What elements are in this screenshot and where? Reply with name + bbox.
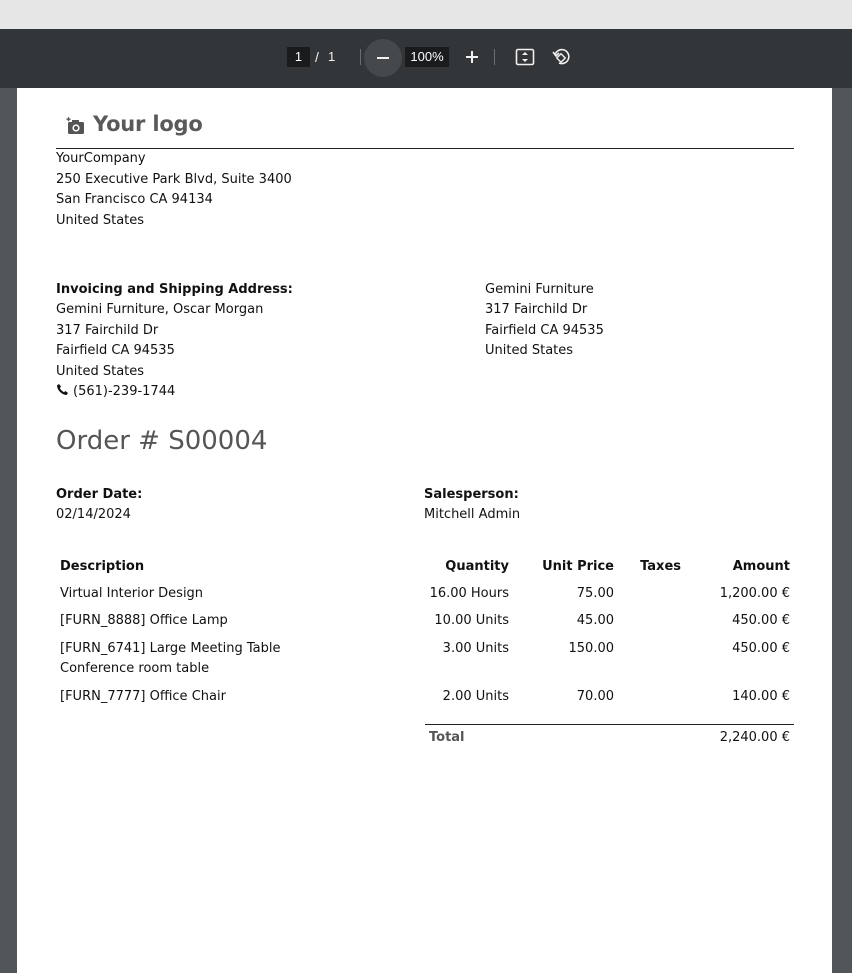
camera-icon (66, 117, 86, 137)
company-name: YourCompany (56, 151, 146, 166)
row-1-quantity: 16.00 Hours (429, 586, 509, 601)
row-3-note: Conference room table (60, 661, 210, 676)
fit-page-button[interactable] (514, 47, 536, 67)
phone-icon (56, 383, 69, 396)
col-description: Description (60, 559, 145, 574)
order-title: Order # S00004 (56, 426, 268, 456)
row-4-amount: 140.00 € (732, 689, 790, 704)
billing-heading: Invoicing and Shipping Address: (56, 282, 293, 297)
row-4-unit-price: 70.00 (576, 689, 614, 704)
billing-name: Gemini Furniture, Oscar Morgan (56, 302, 264, 317)
row-3-description: [FURN_6741] Large Meeting Table (60, 641, 281, 656)
row-3-unit-price: 150.00 (568, 641, 614, 656)
toolbar-divider (494, 49, 495, 65)
total-label: Total (429, 730, 465, 745)
browser-top-strip (0, 0, 852, 29)
total-value: 2,240.00 € (719, 730, 790, 745)
row-2-description: [FURN_8888] Office Lamp (60, 613, 228, 628)
order-date-label: Order Date: (56, 487, 143, 502)
col-taxes: Taxes (640, 559, 681, 574)
col-quantity: Quantity (445, 559, 509, 574)
toolbar-divider (360, 49, 361, 65)
zoom-in-button[interactable] (462, 47, 482, 67)
zoom-out-button[interactable] (364, 39, 402, 77)
row-4-description: [FURN_7777] Office Chair (60, 689, 226, 704)
row-1-unit-price: 75.00 (576, 586, 614, 601)
pdf-toolbar (0, 29, 852, 88)
customer-street: 317 Fairchild Dr (485, 302, 588, 317)
billing-city: Fairfield CA 94535 (56, 343, 175, 358)
salesperson-label: Salesperson: (424, 487, 519, 502)
customer-country: United States (485, 343, 574, 358)
logo-text: Your logo (93, 112, 203, 136)
zoom-level-input[interactable]: 100% (405, 47, 449, 67)
customer-name: Gemini Furniture (485, 282, 594, 297)
rotate-icon (550, 46, 572, 68)
row-2-quantity: 10.00 Units (434, 613, 509, 628)
page-number-input[interactable]: 1 (287, 47, 310, 67)
row-3-quantity: 3.00 Units (442, 641, 509, 656)
plus-icon (462, 47, 482, 67)
fit-page-icon (514, 47, 536, 67)
rotate-button[interactable] (550, 46, 572, 68)
col-amount: Amount (732, 559, 790, 574)
company-street: 250 Executive Park Blvd, Suite 3400 (56, 172, 292, 187)
row-1-description: Virtual Interior Design (60, 586, 204, 601)
customer-city: Fairfield CA 94535 (485, 323, 604, 338)
billing-phone-row (56, 382, 175, 402)
page-total: 1 (328, 49, 336, 64)
pdf-page (17, 88, 832, 973)
row-1-amount: 1,200.00 € (719, 586, 790, 601)
col-unit-price: Unit Price (542, 559, 614, 574)
row-4-quantity: 2.00 Units (442, 689, 509, 704)
header-divider (56, 148, 794, 149)
company-country: United States (56, 213, 145, 228)
row-2-amount: 450.00 € (732, 613, 790, 628)
company-city: San Francisco CA 94134 (56, 192, 213, 207)
salesperson: Mitchell Admin (424, 507, 521, 522)
row-3-amount: 450.00 € (732, 641, 790, 656)
billing-phone: (561)-239-1744 (73, 384, 176, 399)
order-date: 02/14/2024 (56, 507, 131, 522)
billing-street: 317 Fairchild Dr (56, 323, 159, 338)
row-2-unit-price: 45.00 (576, 613, 614, 628)
page-separator: / (315, 49, 319, 65)
total-divider (425, 724, 794, 725)
billing-country: United States (56, 364, 145, 379)
minus-icon (364, 39, 402, 77)
